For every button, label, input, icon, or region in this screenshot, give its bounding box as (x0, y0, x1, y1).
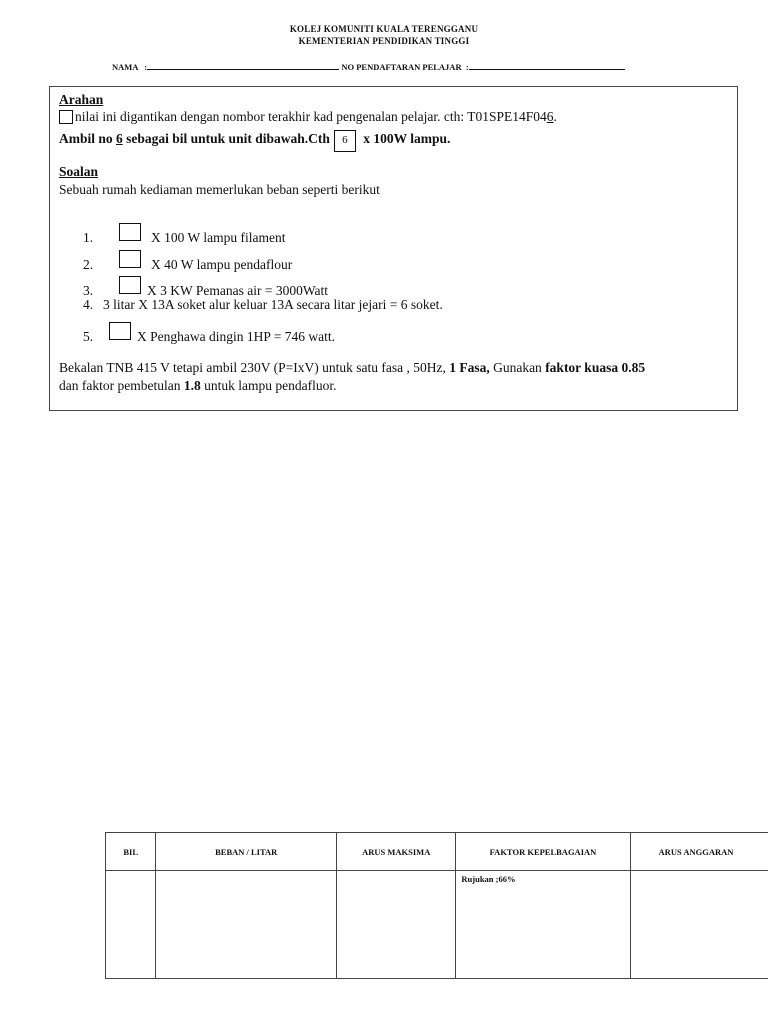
col-arus-maksima: ARUS MAKSIMA (337, 833, 456, 871)
col-arus-anggaran: ARUS ANGGARAN (630, 833, 768, 871)
rujukan-note: Rujukan ;66% (461, 874, 516, 884)
list-item: 5. X Penghawa dingin 1HP = 746 watt. (83, 322, 335, 345)
answer-box[interactable] (109, 322, 131, 340)
arahan-heading: Arahan (59, 92, 104, 107)
answer-box[interactable] (119, 276, 141, 294)
list-item: 2. X 40 W lampu pendaflour (83, 250, 292, 273)
reg-label: NO PENDAFTARAN PELAJAR (341, 62, 462, 72)
blank-box-icon (59, 110, 73, 124)
answer-box[interactable] (119, 223, 141, 241)
cell-beban[interactable] (156, 871, 337, 979)
list-item: 3. X 3 KW Pemanas air = 3000Watt (83, 276, 328, 299)
supply-line-1: Bekalan TNB 415 V tetapi ambil 230V (P=IxV) untuk satu fasa , 50Hz, 1 Fasa, Gunakan faktor kuasa 0.85 (59, 360, 646, 375)
soalan-heading: Soalan (59, 164, 99, 179)
college-title: KOLEJ KOMUNITI KUALA TERENGGANU (289, 24, 479, 34)
nama-field[interactable] (147, 61, 339, 70)
arahan-line-2: Ambil no 6 sebagai bil untuk unit dibawah.Cth 6 x 100W lampu. (59, 130, 450, 152)
nama-label: NAMA (112, 62, 138, 72)
supply-line-2: dan faktor pembetulan 1.8 untuk lampu pendafluor. (59, 378, 337, 393)
cell-arus-anggaran[interactable] (630, 871, 768, 979)
cell-faktor[interactable] (456, 871, 630, 979)
table-header-row (106, 833, 768, 871)
student-info-line: NAMA : NO PENDAFTARAN PELAJAR : (112, 61, 625, 72)
reg-field[interactable] (469, 61, 625, 70)
answer-table (105, 832, 768, 979)
cell-bil[interactable] (106, 871, 156, 979)
question-box (49, 86, 738, 411)
arahan-line-1: nilai ini digantikan dengan nombor terakhir kad pengenalan pelajar. cth: T01SPE14F046. (59, 109, 557, 125)
soalan-intro: Sebuah rumah kediaman memerlukan beban seperti berikut (59, 182, 380, 197)
col-faktor: FAKTOR KEPELBAGAIAN (456, 833, 630, 871)
list-item: 4. 3 litar X 13A soket alur keluar 13A secara litar jejari = 6 soket. (83, 297, 443, 312)
answer-box[interactable] (119, 250, 141, 268)
col-beban: BEBAN / LITAR (156, 833, 337, 871)
ministry-title: KEMENTERIAN PENDIDIKAN TINGGI (298, 36, 470, 46)
list-item: 1. X 100 W lampu filament (83, 223, 285, 246)
table-row (106, 871, 768, 979)
col-bil: BIL (106, 833, 156, 871)
cell-arus-maksima[interactable] (337, 871, 456, 979)
example-box: 6 (334, 130, 356, 152)
